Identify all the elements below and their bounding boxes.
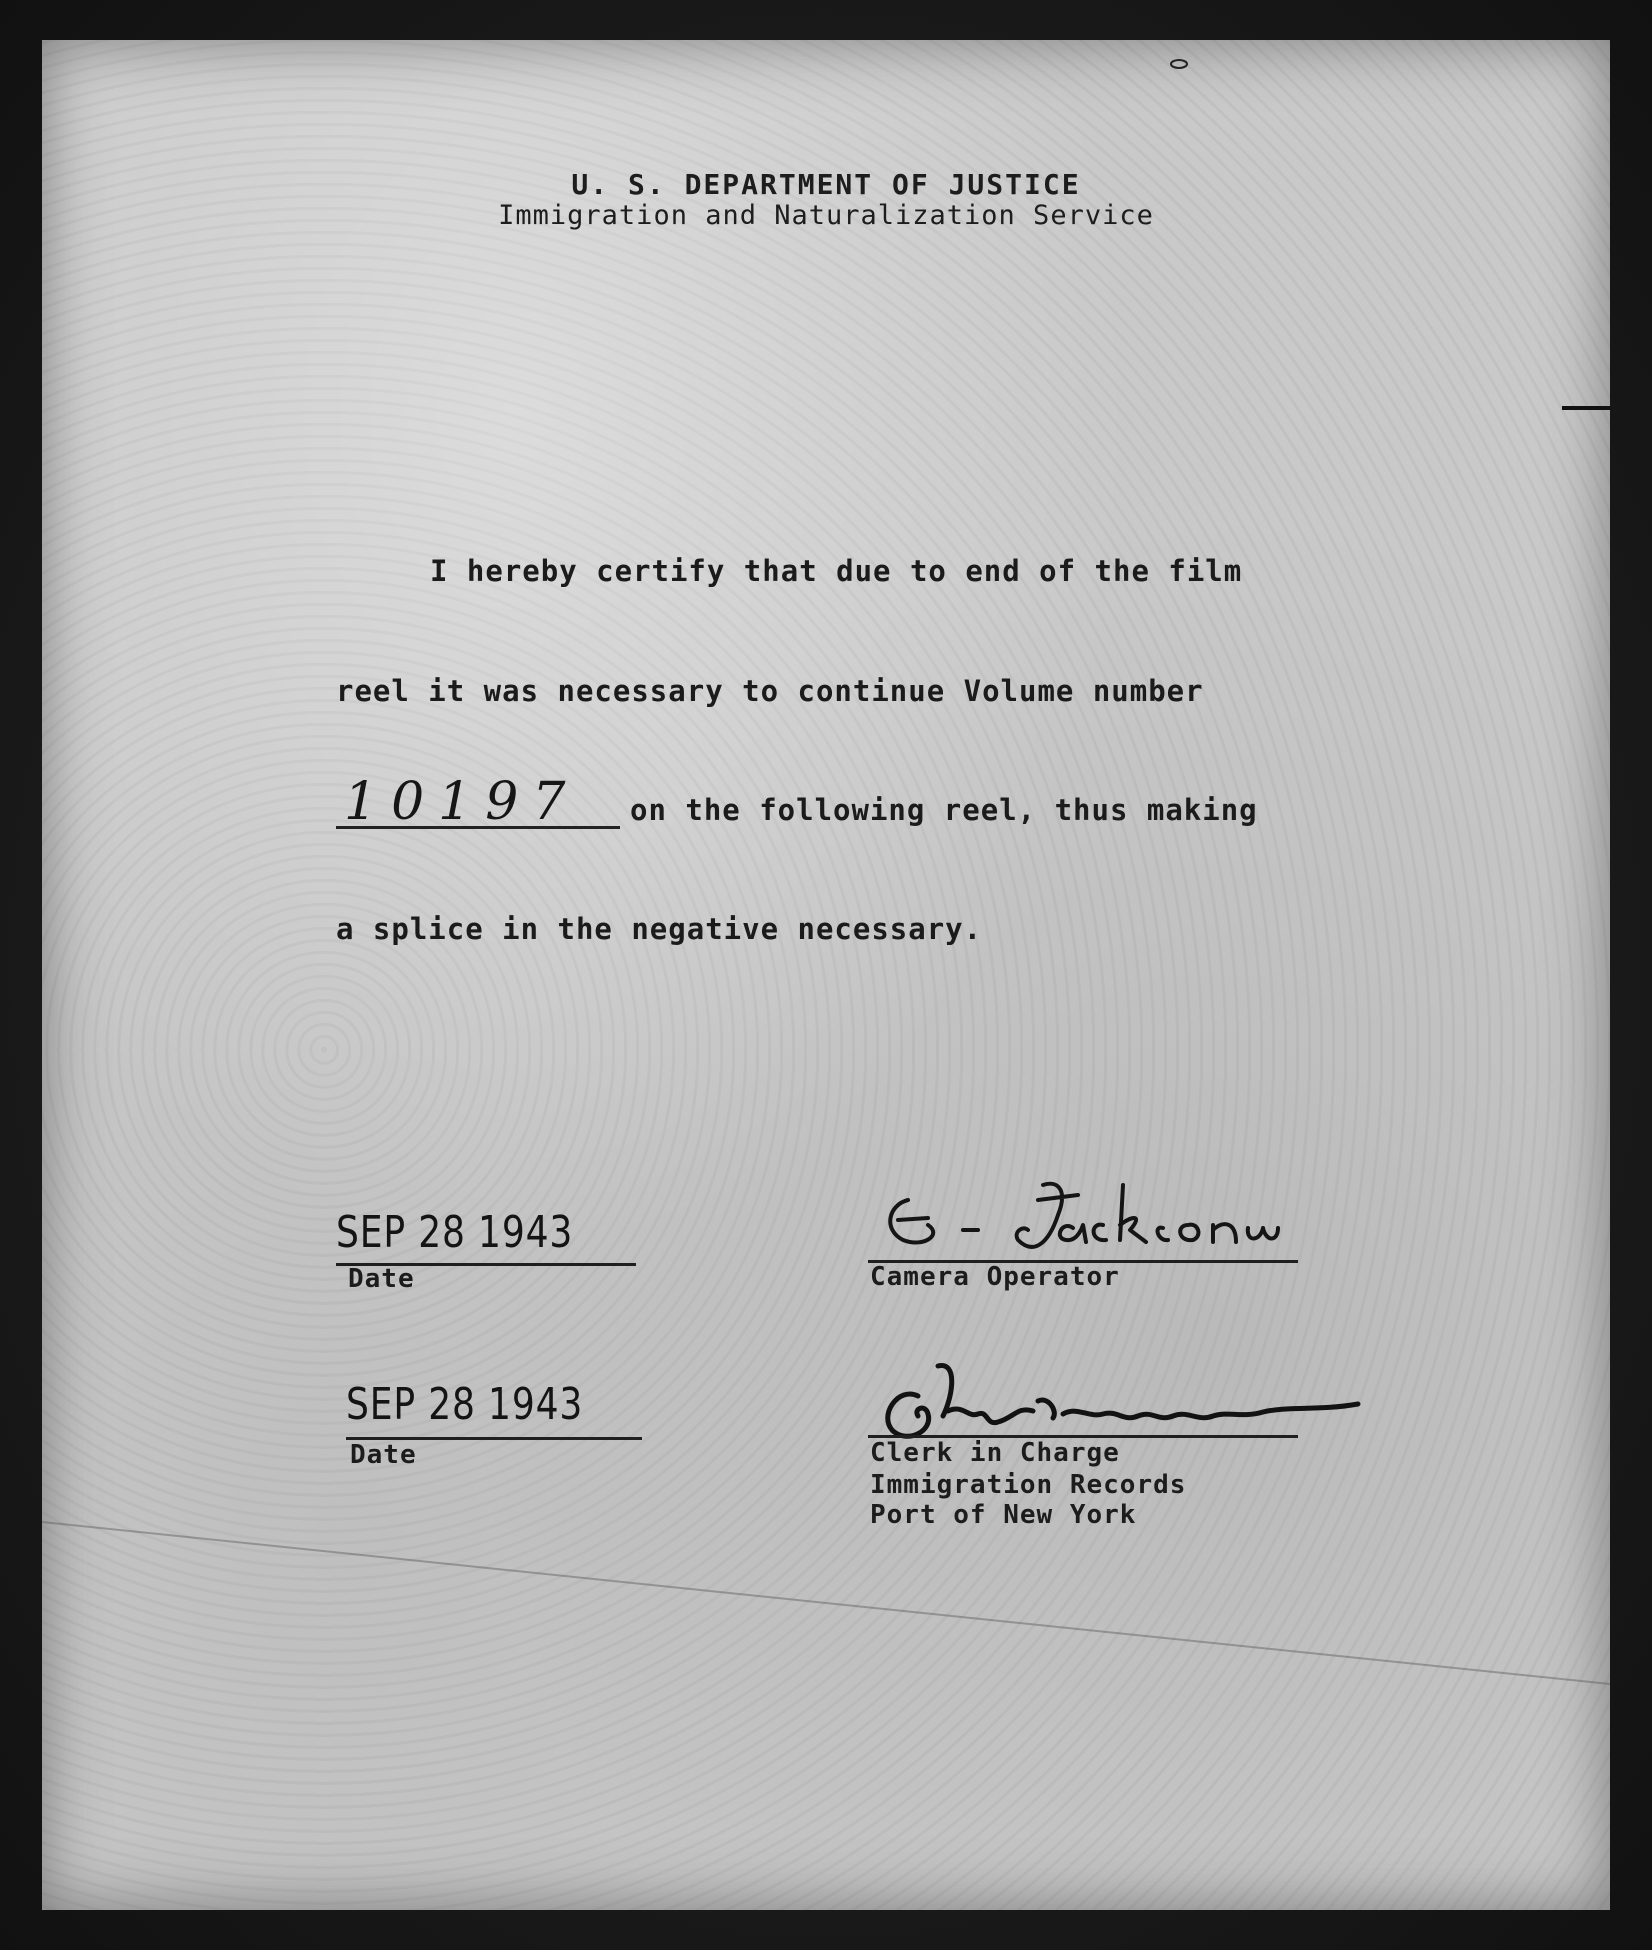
certification-line-4: a splice in the negative necessary. bbox=[336, 912, 983, 946]
clerk-title-label: Clerk in Charge bbox=[870, 1438, 1120, 1468]
department-heading: U. S. DEPARTMENT OF JUSTICE bbox=[571, 168, 1081, 201]
certification-line-3: on the following reel, thus making bbox=[630, 793, 1258, 827]
date-stamp-1: SEP 28 1943 bbox=[336, 1207, 574, 1258]
edge-mark bbox=[1562, 406, 1610, 410]
date-stamp-2: SEP 28 1943 bbox=[346, 1379, 584, 1430]
camera-operator-label: Camera Operator bbox=[870, 1262, 1120, 1292]
certification-line-2: reel it was necessary to continue Volume number bbox=[336, 674, 1204, 708]
service-subheading: Immigration and Naturalization Service bbox=[498, 200, 1154, 231]
certification-line-1: I hereby certify that due to end of the film bbox=[430, 554, 1243, 588]
clerk-department-label: Immigration Records bbox=[870, 1470, 1187, 1500]
punch-mark bbox=[1168, 56, 1190, 70]
handwritten-volume-number: 10197 bbox=[344, 772, 580, 832]
date-label-1: Date bbox=[348, 1264, 415, 1294]
clerk-location-label: Port of New York bbox=[870, 1500, 1137, 1530]
camera-operator-signature bbox=[868, 1170, 1308, 1270]
date-label-2: Date bbox=[350, 1440, 417, 1470]
